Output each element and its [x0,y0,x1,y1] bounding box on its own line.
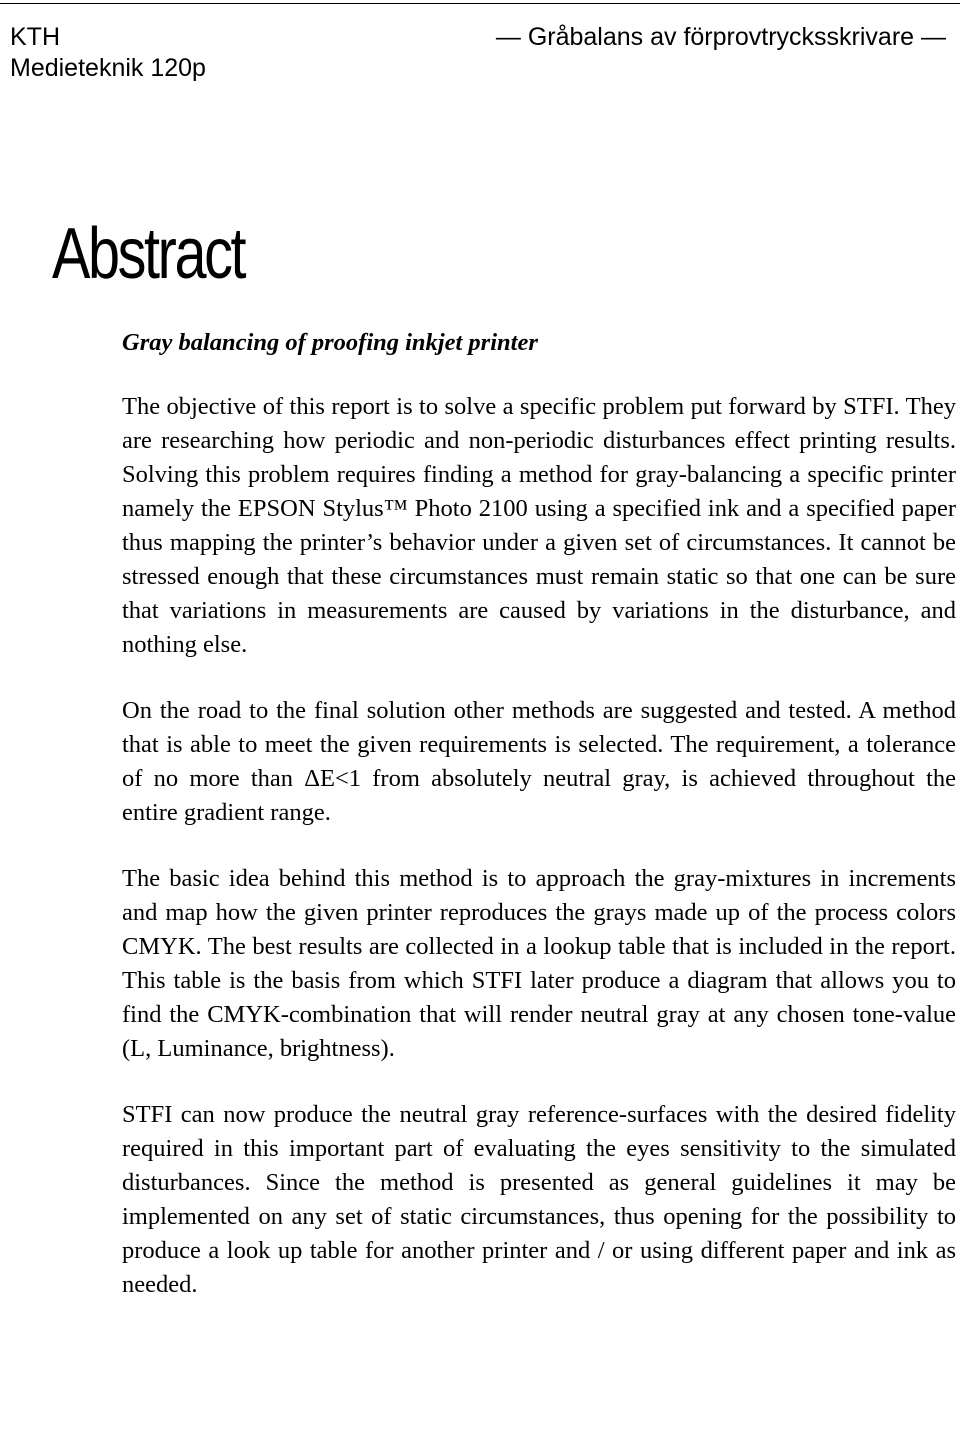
report-subtitle: Gray balancing of proofing inkjet printer [122,329,538,356]
paragraph-conclusion: STFI can now produce the neutral gray reference-surfaces with the desired fidelity required in this important part of evaluating the eyes sensitivity to the simulated disturbances. Since the method is presented as general guidelines it may be implemented on any set of static circumstances, thus opening for the possibility to produce a look up table for another printer and / or using different paper and ink as needed. [122,1101,956,1298]
program-label: Medieteknik 120p [10,54,206,82]
paragraph-method-selection: On the road to the final solution other methods are suggested and tested. A method that is able to meet the given requirements is selected. The requirement, a tolerance of no more than ΔE<1 from absolutely neutral gray, is achieved throughout the entire gradient range. [122,697,956,826]
header-rule [0,3,960,4]
page-header-left [10,22,206,84]
institution-label: KTH [10,23,60,51]
paragraph-basic-idea: The basic idea behind this method is to approach the gray-mixtures in increments and map how the given printer reproduces the grays made up of the process colors CMYK. The best results are collected in a lookup table that is included in the report. This table is the basis from which STFI later produce a diagram that allows you to find the CMYK-combination that will render neutral gray at any chosen tone-value (L, Luminance, brightness). [122,865,956,1062]
abstract-body [122,326,956,1334]
running-title: — Gråbalans av förprovtrycksskrivare — [495,23,946,51]
paragraph-objective: The objective of this report is to solve a specific problem put forward by STFI. They are researching how periodic and non-periodic disturbances effect printing results. Solving this problem requires finding a method for gray-balancing a specific printer namely the EPSON Stylus™ Photo 2100 using a specified ink and a specified paper thus mapping the printer’s behavior under a given set of circumstances. It cannot be stressed enough that these circumstances must remain static so that one can be sure that variations in measurements are caused by variations in the disturbance, and nothing else. [122,393,956,658]
section-heading: Abstract [52,214,245,294]
